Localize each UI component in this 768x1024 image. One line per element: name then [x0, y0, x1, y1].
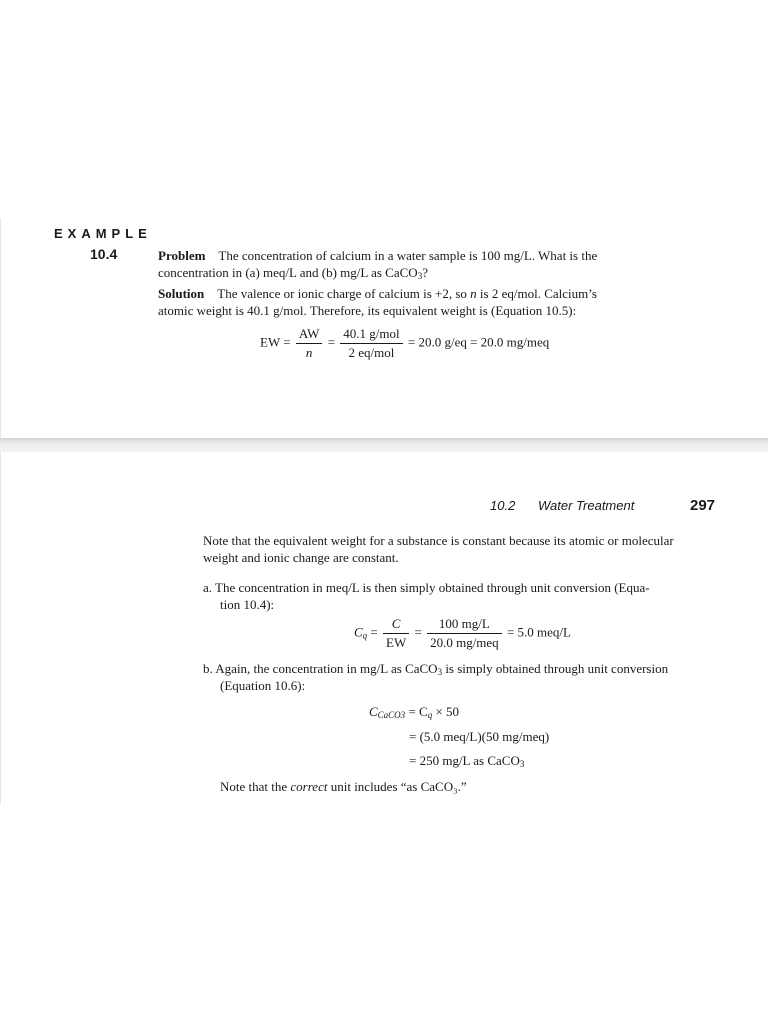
equation-concentration-meq [354, 616, 571, 651]
eq3-l3-sub: 3 [519, 759, 525, 769]
eq1-f1-den: n [305, 345, 313, 360]
note1-line-2: weight and ionic change are constant. [203, 550, 399, 565]
eq2-fraction-c-ew [383, 616, 409, 651]
eq1-fraction-aw [296, 326, 323, 361]
page-separator [0, 438, 768, 452]
eq2-lhs: C [354, 624, 363, 640]
eq2-f2-num: 100 mg/L [427, 616, 502, 634]
solution-text-1b: is 2 eq/mol. Calcium’s [479, 286, 597, 301]
item-b-text-a: b. Again, the concentration in mg/L as CaCO [203, 661, 438, 676]
note1-line-1: Note that the equivalent weight for a substance is constant because its atomic or molecular [203, 533, 674, 548]
eq3-line-2: = (5.0 meq/L)(50 mg/meq) [409, 729, 550, 744]
eq3-rest-b: × 50 [435, 704, 460, 719]
eq1-rhs: = 20.0 g/eq = 20.0 mg/meq [407, 334, 550, 350]
problem-text-2: concentration in (a) meq/L and (b) mg/L as CaCO [158, 265, 418, 280]
running-header-section: 10.2 [490, 498, 516, 513]
solution-text-2: atomic weight is 40.1 g/mol. Therefore, its equivalent weight is (Equation 10.5): [158, 303, 577, 318]
eq1-f2-num: 40.1 g/mol [340, 326, 402, 344]
solution-text-1: The valence or ionic charge of calcium is +2, so [217, 286, 467, 301]
solution-line-1 [158, 285, 597, 303]
running-header-title: Water Treatment [538, 498, 635, 513]
eq1-lhs: EW = [260, 334, 291, 350]
eq1-eqs: = [327, 334, 336, 350]
eq3-c-sub: CaCO3 [377, 710, 406, 720]
eq2-fraction-values [427, 616, 502, 651]
eq2-eq-a: = [370, 624, 378, 640]
problem-line-1 [158, 247, 597, 265]
equation-equivalent-weight [260, 326, 549, 361]
page-number: 297 [690, 497, 716, 514]
eq2-f1-den: EW [386, 635, 407, 650]
eq1-f2-den: 2 eq/mol [348, 345, 395, 360]
eq1-fraction-values [340, 326, 402, 361]
item-b-sub: 3 [437, 667, 443, 677]
eq2-f1-num: C [383, 616, 409, 634]
solution-label: Solution [158, 286, 205, 301]
eq3-line-3 [409, 753, 524, 769]
note2-b: unit includes “as CaCO₃.” [330, 779, 467, 794]
problem-sub: 3 [417, 271, 423, 281]
eq3-rest-a: = C [408, 704, 428, 719]
eq1-f1-num: AW [296, 326, 323, 344]
example-number: 10.4 [90, 246, 118, 262]
note2-a: Note that the [220, 779, 288, 794]
item-a-line-2: tion 10.4): [220, 597, 275, 612]
eq3-l3-a: = 250 mg/L as CaCO [409, 753, 520, 768]
eq3-line-1 [369, 704, 459, 720]
note2-italic: correct [290, 779, 328, 794]
eq3-c: C [369, 704, 378, 719]
problem-label: Problem [158, 248, 206, 263]
problem-line-2 [158, 264, 428, 285]
eq2-lhs-sub: q [362, 630, 368, 641]
item-a-line-1: a. The concentration in meq/L is then simply obtained through unit conversion (Equa- [203, 580, 650, 595]
problem-text-1: The concentration of calcium in a water sample is 100 mg/L. What is the [218, 248, 598, 263]
eq3-rest-sub: q [427, 710, 433, 720]
item-b-line-2: (Equation 10.6): [220, 678, 306, 693]
solution-n: n [470, 286, 477, 301]
example-label: EXAMPLE [54, 226, 152, 241]
problem-end: ? [422, 265, 428, 280]
item-b-text-b: is simply obtained through unit conversion [445, 661, 669, 676]
eq2-f2-den: 20.0 mg/meq [430, 635, 499, 650]
eq2-eq-b: = [414, 624, 422, 640]
eq2-rhs: = 5.0 meq/L [506, 624, 571, 640]
note2-line [220, 778, 467, 796]
